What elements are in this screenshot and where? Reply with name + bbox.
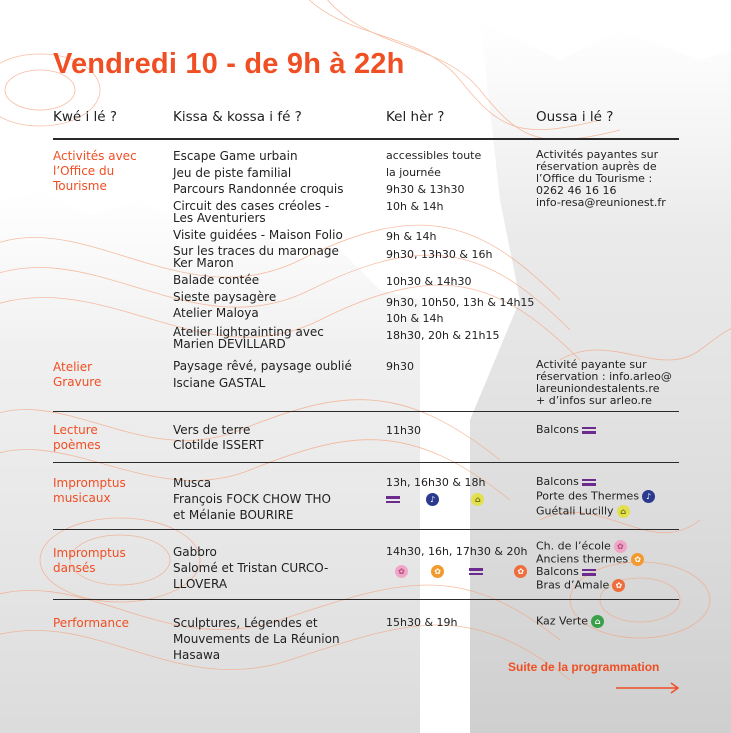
danses-title: Gabbro [173,545,217,559]
flower-icon: ✿ [631,553,644,566]
activity-maronage-line2: Ker Maron [173,256,234,270]
category-office: Activités avec l’Office du Tourisme [53,149,137,193]
row-divider [53,599,679,600]
activity-jeu-de-piste: Jeu de piste familial [173,166,292,180]
time-lecture: 11h30 [386,424,421,437]
home-icon: ⌂ [591,615,604,628]
flower-icon: ✿ [614,540,627,553]
where-danses: Ch. de l’école ✿ Anciens thermes ✿ Balcons Bras d’Amale ✿ [536,540,644,592]
performance-title-line2: Mouvements de La Réunion [173,632,340,646]
category-performance: Performance [53,616,130,630]
where-performance: Kaz Verte ⌂ [536,615,604,628]
time-office-7: 9h30, 10h50, 13h & 14h15 [386,296,535,309]
musicaux-time-icons [386,489,484,508]
activity-balade: Balade contée [173,273,260,287]
activity-sieste: Sieste paysagère [173,290,277,304]
equals-icon [582,479,596,486]
performance-artist: Hasawa [173,648,221,662]
row-divider [53,529,679,530]
more-programme-link[interactable]: Suite de la programmation [508,660,660,674]
header-who: Kissa & kossa i fé ? [173,109,302,125]
where-musicaux: Balcons Porte des Thermes ♪ Guétali Lucilly ⌂ [536,476,655,518]
header-rule [53,138,679,140]
lecture-artist: Clotilde ISSERT [173,438,264,452]
house-icon: ⌂ [617,505,630,518]
time-office-3: 10h & 14h [386,200,444,213]
where-gravure: Activité payante sur réservation : info.arleo@ lareuniondestalents.re + d’infos sur arleo.re [536,358,672,407]
time-office-2: 9h30 & 13h30 [386,183,465,196]
flower-icon: ✿ [395,565,408,578]
time-danses: 14h30, 16h, 17h30 & 20h [386,545,528,558]
category-lecture: Lecture poèmes [53,423,101,452]
lecture-title: Vers de terre [173,423,251,437]
category-gravure: Atelier Gravure [53,360,102,389]
time-office-4: 9h & 14h [386,230,437,243]
danses-time-icons [395,561,527,580]
equals-icon [582,569,596,576]
header-when: Kel hèr ? [386,109,445,125]
where-office: Activités payantes sur réservation auprès de l’Office du Tourisme : 0262 46 16 16 info-resa@reunionest.fr [536,148,666,209]
activity-lightpainting-line1: Atelier lightpainting avec [173,325,324,339]
row-divider [53,411,679,412]
time-office-6: 10h30 & 14h30 [386,275,472,288]
where-lecture: Balcons [536,424,596,436]
flower-icon: ✿ [431,565,444,578]
danses-artist-line2: LLOVERA [173,577,228,591]
musicaux-title: Musca [173,476,212,490]
row-divider [53,462,679,463]
activity-circuit-line2: Les Aventuriers [173,211,266,225]
activity-maronage-line1: Sur les traces du maronage [173,244,339,258]
time-office-8: 10h & 14h [386,312,444,325]
category-danses: Impromptus dansés [53,546,126,575]
time-office-9: 18h30, 20h & 21h15 [386,329,500,342]
equals-icon [386,496,400,503]
activity-lightpainting-line2: Marien DEVILLARD [173,337,286,351]
equals-icon [582,427,596,434]
music-note-icon: ♪ [426,493,439,506]
page-title: Vendredi 10 - de 9h à 22h [53,48,405,80]
music-note-icon: ♪ [642,490,655,503]
gravure-artist: Isciane GASTAL [173,376,266,390]
flower-icon: ✿ [514,565,527,578]
time-gravure: 9h30 [386,360,414,373]
musicaux-artist-line1: François FOCK CHOW THO [173,492,331,506]
activity-maloya: Atelier Maloya [173,306,259,320]
time-office-0: accessibles toute [386,149,482,162]
danses-artist-line1: Salomé et Tristan CURCO- [173,561,329,575]
musicaux-artist-line2: et Mélanie BOURIRE [173,508,294,522]
time-office-1: la journée [386,166,441,179]
activity-parcours: Parcours Randonnée croquis [173,182,344,196]
activity-escape-game: Escape Game urbain [173,149,298,163]
time-performance: 15h30 & 19h [386,616,458,629]
header-what: Kwé i lé ? [53,109,118,125]
time-office-5: 9h30, 13h30 & 16h [386,248,493,261]
time-musicaux: 13h, 16h30 & 18h [386,476,486,489]
header-where: Oussa i lé ? [536,109,614,125]
arrow-right-icon[interactable] [616,682,680,694]
performance-title-line1: Sculptures, Légendes et [173,616,318,630]
category-musicaux: Impromptus musicaux [53,476,126,505]
activity-visite: Visite guidées - Maison Folio [173,228,343,242]
house-icon: ⌂ [471,493,484,506]
activity-circuit-line1: Circuit des cases créoles - [173,199,330,213]
equals-icon [469,568,483,575]
gravure-title: Paysage rêvé, paysage oublié [173,359,352,373]
flower-icon: ✿ [612,579,625,592]
